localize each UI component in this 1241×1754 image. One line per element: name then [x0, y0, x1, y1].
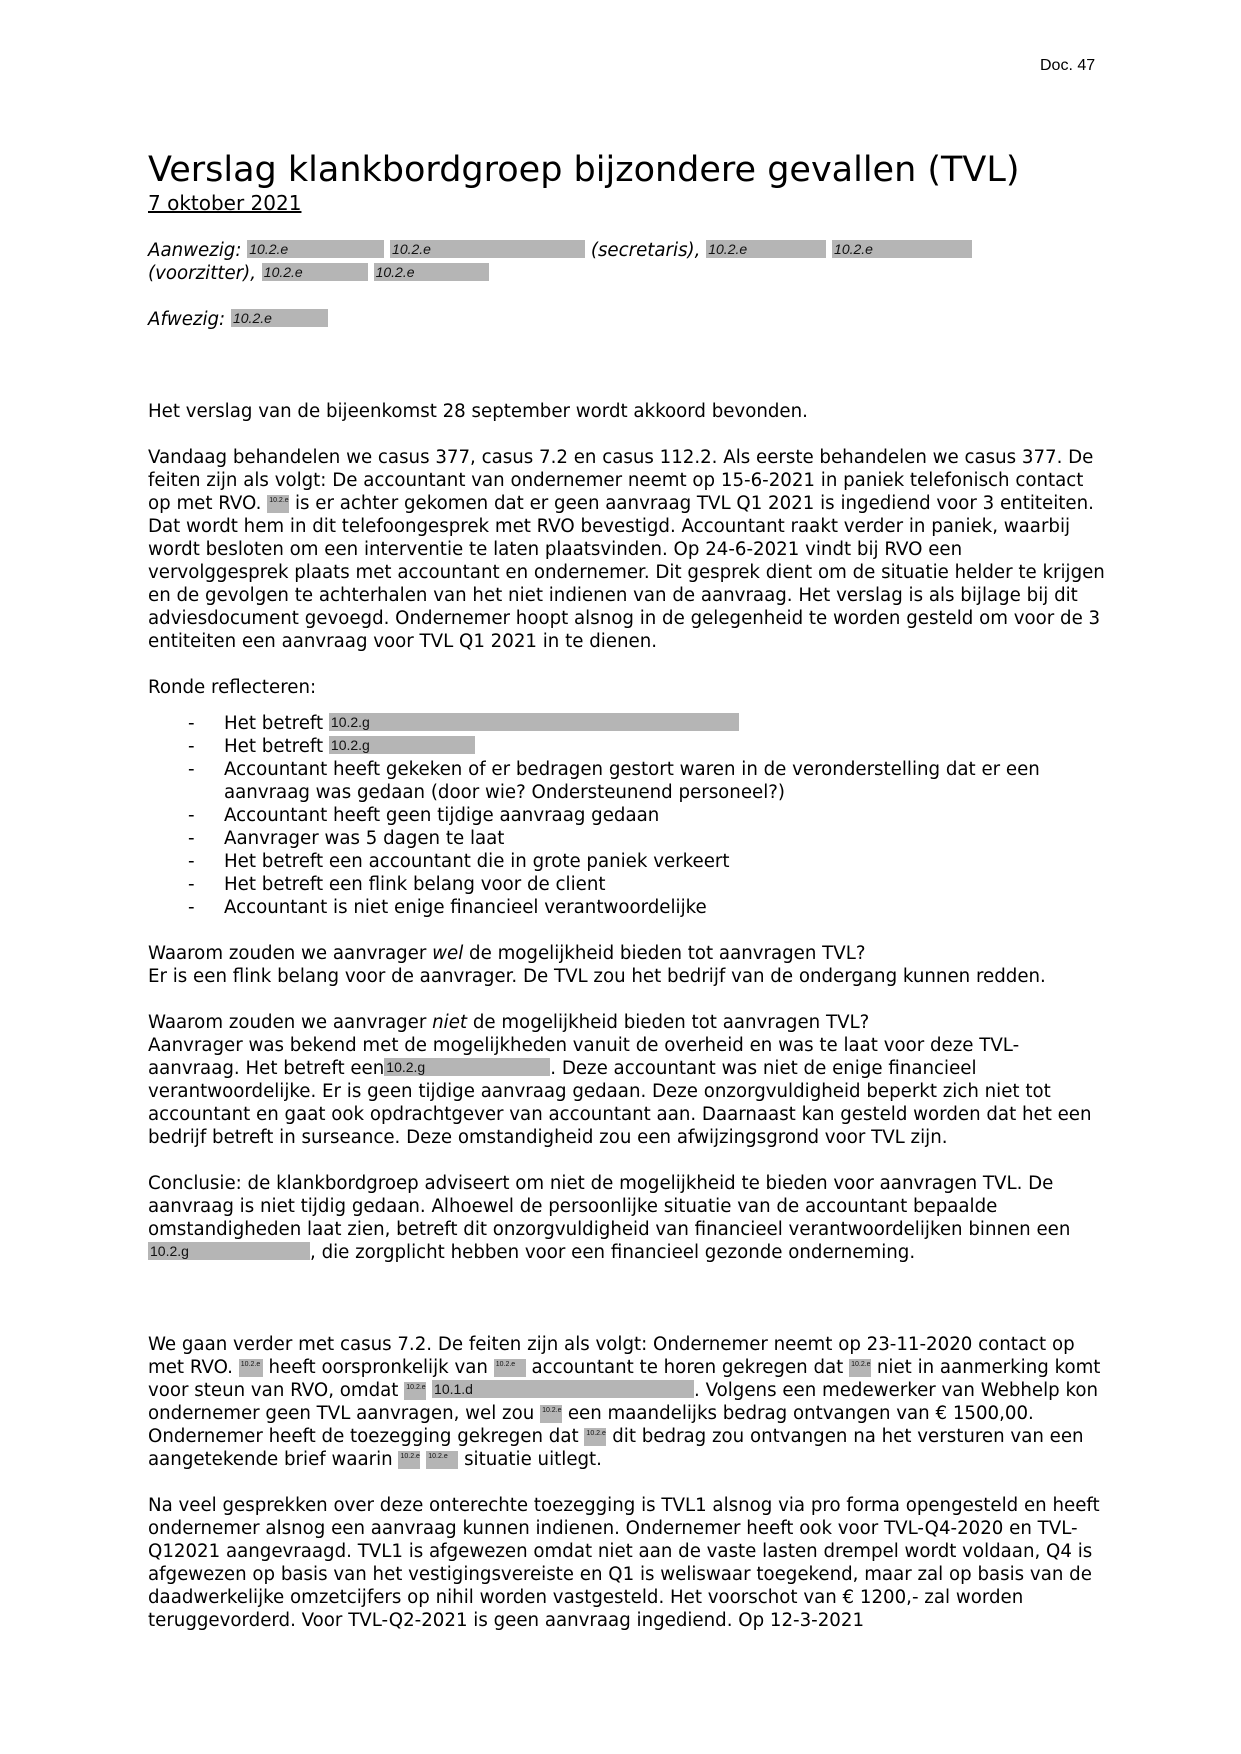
meeting-date: 7 oktober 2021: [148, 191, 302, 215]
paragraph-conclusion: Conclusie: de klankbordgroep adviseert om niet de mogelijkheid te bieden voor aanvragen TVL. De aanvraag is niet tijdig gedaan. Alhoewel de persoonlijke situatie van de accountant bepaalde omstandigheden laat zien, betreft dit onzorgvuldigheid van financieel verantwoordelijken binnen een 10.2.g , die zorgplicht hebben voor een financieel gezonde onderneming.: [148, 1173, 1071, 1263]
redaction: 10.2.e: [247, 240, 384, 258]
list-item: - Accountant heeft geen tijdige aanvraag gedaan: [148, 804, 1108, 827]
paragraph-case-7-2: We gaan verder met casus 7.2. De feiten zijn als volgt: Ondernemer neemt op 23-11-2020 contact op met RVO. 10.2.e heeft oorspronkelijk van 10.2.e accountant te horen gekregen dat 10.2.e niet in aanmerking komt voor steun van RVO, omdat 10.2.e 10.1.d . Volgens een medewerker van Webhelp kon ondernemer geen TVL aanvragen, wel zou 10.2.e een maandelijks bedrag ontvangen van € 1500,00. Ondernemer heeft de toezegging gekregen dat 10.2.e dit bedrag zou ontvangen na het versturen van een aangetekende brief waarin 10.2.e 10.2.e situatie uitlegt.: [148, 1334, 1101, 1470]
redaction: 10.2.e: [832, 240, 972, 258]
redaction: 10.2.e: [374, 263, 489, 281]
redaction: 10.2.e: [584, 1428, 606, 1446]
redaction: 10.2.e: [390, 240, 585, 258]
redaction: 10.2.e: [262, 263, 368, 281]
list-item: - Het betreft 10.2.g: [148, 735, 1108, 758]
chair-label: (voorzitter),: [148, 263, 256, 284]
list-item: - Het betreft een flink belang voor de client: [148, 873, 1108, 896]
redaction: 10.2.e: [231, 309, 328, 327]
document-number: Doc. 47: [1040, 57, 1096, 74]
page-title: Verslag klankbordgroep bijzondere gevallen (TVL): [148, 150, 1020, 190]
redaction: 10.2.e: [706, 240, 826, 258]
paragraph-tvl-history: Na veel gesprekken over deze onterechte toezegging is TVL1 alsnog via pro forma opengesteld en heeft ondernemer alsnog een aanvraag kunnen indienen. Ondernemer heeft ook voor TVL-Q4-2020 en TVL-Q12021 aangevraagd. TVL1 is afgewezen omdat niet aan de vaste lasten drempel wordt voldaan, Q4 is afgewezen op basis van het vestigingsvereiste en Q1 is weliswaar toegekend, maar zal op basis van de daadwerkelijke omzetcijfers op nihil worden vastgesteld. Het voorschot van € 1200,- zal worden teruggevorderd. Voor TVL-Q2-2021 is geen aanvraag ingediend. Op 12-3-2021: [148, 1495, 1100, 1631]
redaction: 10.2.e: [426, 1451, 458, 1469]
redaction: 10.2.g: [384, 1058, 550, 1076]
redaction: 10.2.g: [148, 1242, 310, 1260]
redaction: 10.2.e: [239, 1359, 263, 1377]
secretary-label: (secretaris),: [590, 240, 701, 261]
paragraph-case-377: Vandaag behandelen we casus 377, casus 7.2 en casus 112.2. Als eerste behandelen we casus 377. De feiten zijn als volgt: De accountant van ondernemer neemt op 15-6-2021 in paniek telefonisch contact op met RVO. 10.2.e is er achter gekomen dat er geen aanvraag TVL Q1 2021 is ingediend voor 3 entiteiten. Dat wordt hem in dit telefoongesprek met RVO bevestigd. Accountant raakt verder in paniek, waarbij wordt besloten om een interventie te laten plaatsvinden. Op 24-6-2021 vindt bij RVO een vervolggesprek plaats met accountant en ondernemer. Dit gesprek dient om de situatie helder te krijgen en de gevolgen te achterhalen van het niet indienen van de aanvraag. Het verslag is als bijlage bij dit adviesdocument gevoegd. Ondernemer hoopt alsnog in de gelegenheid te worden gesteld om voor de 3 entiteiten een aanvraag voor TVL Q1 2021 in te dienen.: [148, 447, 1105, 652]
attendance-present: [148, 239, 1108, 285]
reflect-list: [148, 712, 1108, 919]
attendance-absent: [148, 308, 1108, 331]
redaction: 10.2.e: [404, 1382, 426, 1400]
list-item: - Het betreft een accountant die in grote paniek verkeert: [148, 850, 1108, 873]
paragraph-minutes-approved: Het verslag van de bijeenkomst 28 september wordt akkoord bevonden.: [148, 401, 808, 422]
list-item: - Aanvrager was 5 dagen te laat: [148, 827, 1108, 850]
document-body: [148, 150, 1108, 1655]
absent-label: Afwezig:: [148, 309, 226, 330]
redaction: 10.1.d: [432, 1380, 694, 1398]
redaction: 10.2.e: [267, 495, 289, 513]
redaction: 10.2.e: [494, 1359, 526, 1377]
question-why-yes: Waarom zouden we aanvrager wel de mogelijkheid bieden tot aanvragen TVL? Er is een flink belang voor de aanvrager. De TVL zou het bedrijf van de ondergang kunnen redden.: [148, 943, 1046, 987]
present-label: Aanwezig:: [148, 240, 242, 261]
list-item: - Het betreft 10.2.g: [148, 712, 1108, 735]
list-item: - Accountant is niet enige financieel verantwoordelijke: [148, 896, 1108, 919]
reflect-heading: Ronde reflecteren:: [148, 677, 317, 698]
list-item: - Accountant heeft gekeken of er bedragen gestort waren in de veronderstelling dat er een aanvraag was gedaan (door wie? Ondersteunend personeel?): [148, 758, 1108, 804]
redaction: 10.2.e: [398, 1451, 420, 1469]
question-why-not: Waarom zouden we aanvrager niet de mogelijkheid bieden tot aanvragen TVL? Aanvrager was bekend met de mogelijkheden vanuit de overheid en was te laat voor deze TVL-aanvraag. Het betreft een 10.2.g . Deze accountant was niet de enige financieel verantwoordelijke. Er is geen tijdige aanvraag gedaan. Deze onzorgvuldigheid beperkt zich niet tot accountant en gaat ook opdrachtgever van accountant aan. Daarnaast kan gesteld worden dat het een bedrijf betreft in surseance. Deze omstandigheid zou een afwijzingsgrond voor TVL zijn.: [148, 1012, 1092, 1148]
redaction: 10.2.e: [849, 1359, 871, 1377]
redaction: 10.2.e: [540, 1405, 562, 1423]
redaction: 10.2.g: [329, 736, 475, 754]
redaction: 10.2.g: [329, 713, 739, 731]
